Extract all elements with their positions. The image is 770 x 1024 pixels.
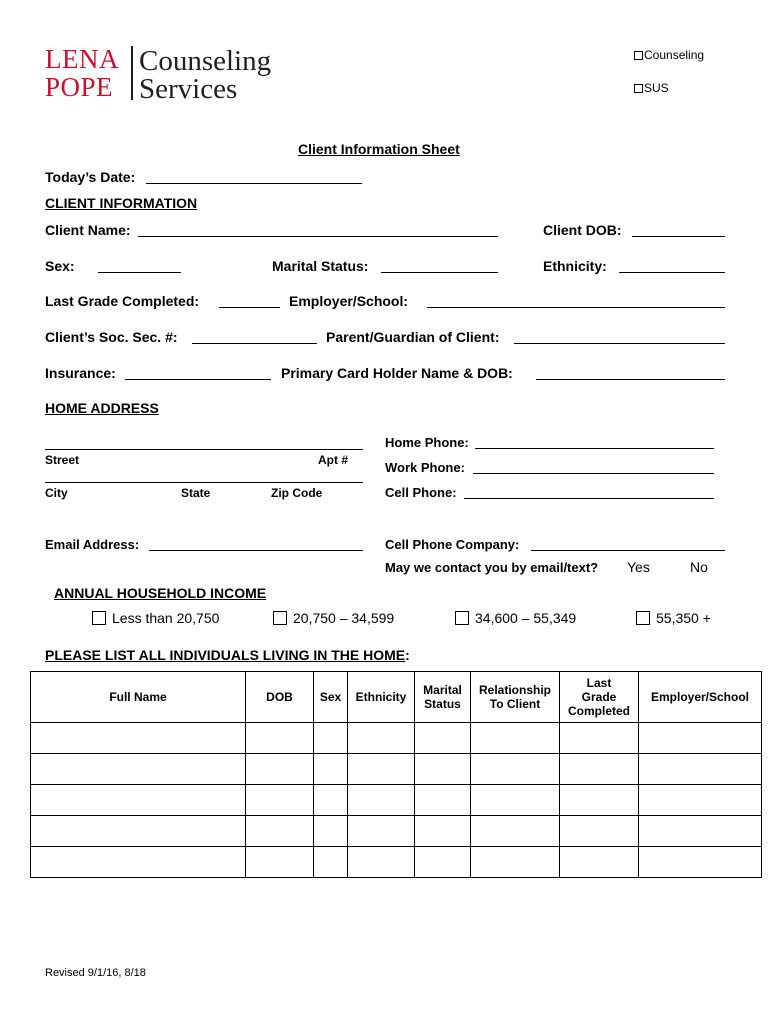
client-dob-field[interactable] [632, 236, 725, 237]
marital-status-field[interactable] [381, 272, 498, 273]
contact-yes-option[interactable]: Yes [627, 559, 650, 575]
client-name-label: Client Name: [45, 222, 131, 238]
logo-counseling: Counseling [139, 45, 272, 77]
work-phone-label: Work Phone: [385, 460, 465, 475]
income-option-3: 34,600 – 55,349 [475, 610, 577, 626]
insurance-label: Insurance: [45, 365, 116, 381]
sex-field[interactable] [98, 272, 181, 273]
ethnicity-label: Ethnicity: [543, 258, 607, 274]
home-phone-label: Home Phone: [385, 435, 469, 450]
city-state-zip-field[interactable] [45, 482, 363, 483]
table-row[interactable] [31, 816, 762, 847]
client-dob-label: Client DOB: [543, 222, 622, 238]
checkbox-icon[interactable] [634, 51, 643, 60]
employer-school-field[interactable] [427, 307, 725, 308]
sex-label: Sex: [45, 258, 75, 274]
client-name-field[interactable] [138, 236, 498, 237]
home-phone-field[interactable] [475, 448, 714, 449]
todays-date-label: Today’s Date: [45, 169, 136, 185]
income-option-1: Less than 20,750 [112, 610, 220, 626]
logo-pope: POPE [45, 72, 114, 102]
contact-question: May we contact you by email/text? [385, 560, 599, 575]
home-address-heading: HOME ADDRESS [45, 400, 159, 416]
ethnicity-field[interactable] [619, 272, 725, 273]
last-grade-field[interactable] [219, 307, 280, 308]
income-checkbox-1[interactable] [92, 611, 106, 625]
logo-divider [131, 46, 133, 100]
table-header-row [31, 672, 762, 723]
col-employer-school: Employer/School [639, 672, 762, 723]
card-holder-label: Primary Card Holder Name & DOB: [281, 365, 513, 381]
cell-company-label: Cell Phone Company: [385, 537, 520, 552]
last-grade-label: Last Grade Completed: [45, 293, 200, 309]
household-heading: PLEASE LIST ALL INDIVIDUALS LIVING IN THE HOME: [45, 647, 410, 663]
income-checkbox-2[interactable] [273, 611, 287, 625]
income-option-2: 20,750 – 34,599 [293, 610, 395, 626]
city-label: City [45, 486, 68, 500]
income-checkbox-3[interactable] [455, 611, 469, 625]
checkbox-icon[interactable] [634, 84, 643, 93]
street-field[interactable] [45, 449, 363, 450]
street-label: Street [45, 453, 80, 467]
todays-date-field[interactable] [146, 183, 362, 184]
revision-note: Revised 9/1/16, 8/18 [45, 967, 146, 979]
contact-no-option[interactable]: No [690, 559, 708, 575]
employer-school-label: Employer/School: [289, 293, 409, 309]
income-option-4: 55,350 + [656, 610, 711, 626]
cell-phone-field[interactable] [464, 498, 714, 499]
income-checkbox-4[interactable] [636, 611, 650, 625]
income-heading: ANNUAL HOUSEHOLD INCOME [54, 585, 267, 601]
zip-label: Zip Code [271, 486, 323, 500]
state-label: State [181, 486, 211, 500]
col-relationship: Relationship To Client [471, 672, 560, 723]
logo-lena: LENA [45, 44, 119, 74]
table-row[interactable] [31, 785, 762, 816]
col-full-name: Full Name [31, 672, 246, 723]
page-title: Client Information Sheet [298, 141, 460, 157]
insurance-field[interactable] [125, 379, 271, 380]
logo-services: Services [139, 73, 238, 105]
work-phone-field[interactable] [473, 473, 714, 474]
table-row[interactable] [31, 723, 762, 754]
household-table [30, 671, 762, 878]
program-option-sus[interactable]: SUS [634, 81, 669, 95]
col-sex: Sex [314, 672, 348, 723]
ssn-label: Client’s Soc. Sec. #: [45, 329, 178, 345]
table-row[interactable] [31, 847, 762, 878]
col-dob: DOB [246, 672, 314, 723]
email-label: Email Address: [45, 537, 140, 552]
col-last-grade: Last Grade Completed [560, 672, 639, 723]
guardian-field[interactable] [514, 343, 725, 344]
program-option-counseling[interactable]: Counseling [634, 48, 704, 62]
email-field[interactable] [149, 550, 363, 551]
table-row[interactable] [31, 754, 762, 785]
cell-company-field[interactable] [531, 550, 725, 551]
guardian-label: Parent/Guardian of Client: [326, 329, 500, 345]
client-info-heading: CLIENT INFORMATION [45, 195, 198, 211]
card-holder-field[interactable] [536, 379, 725, 380]
col-marital-status: Marital Status [415, 672, 471, 723]
apt-label: Apt # [318, 453, 348, 467]
ssn-field[interactable] [192, 343, 317, 344]
marital-status-label: Marital Status: [272, 258, 369, 274]
col-ethnicity: Ethnicity [348, 672, 415, 723]
cell-phone-label: Cell Phone: [385, 485, 457, 500]
